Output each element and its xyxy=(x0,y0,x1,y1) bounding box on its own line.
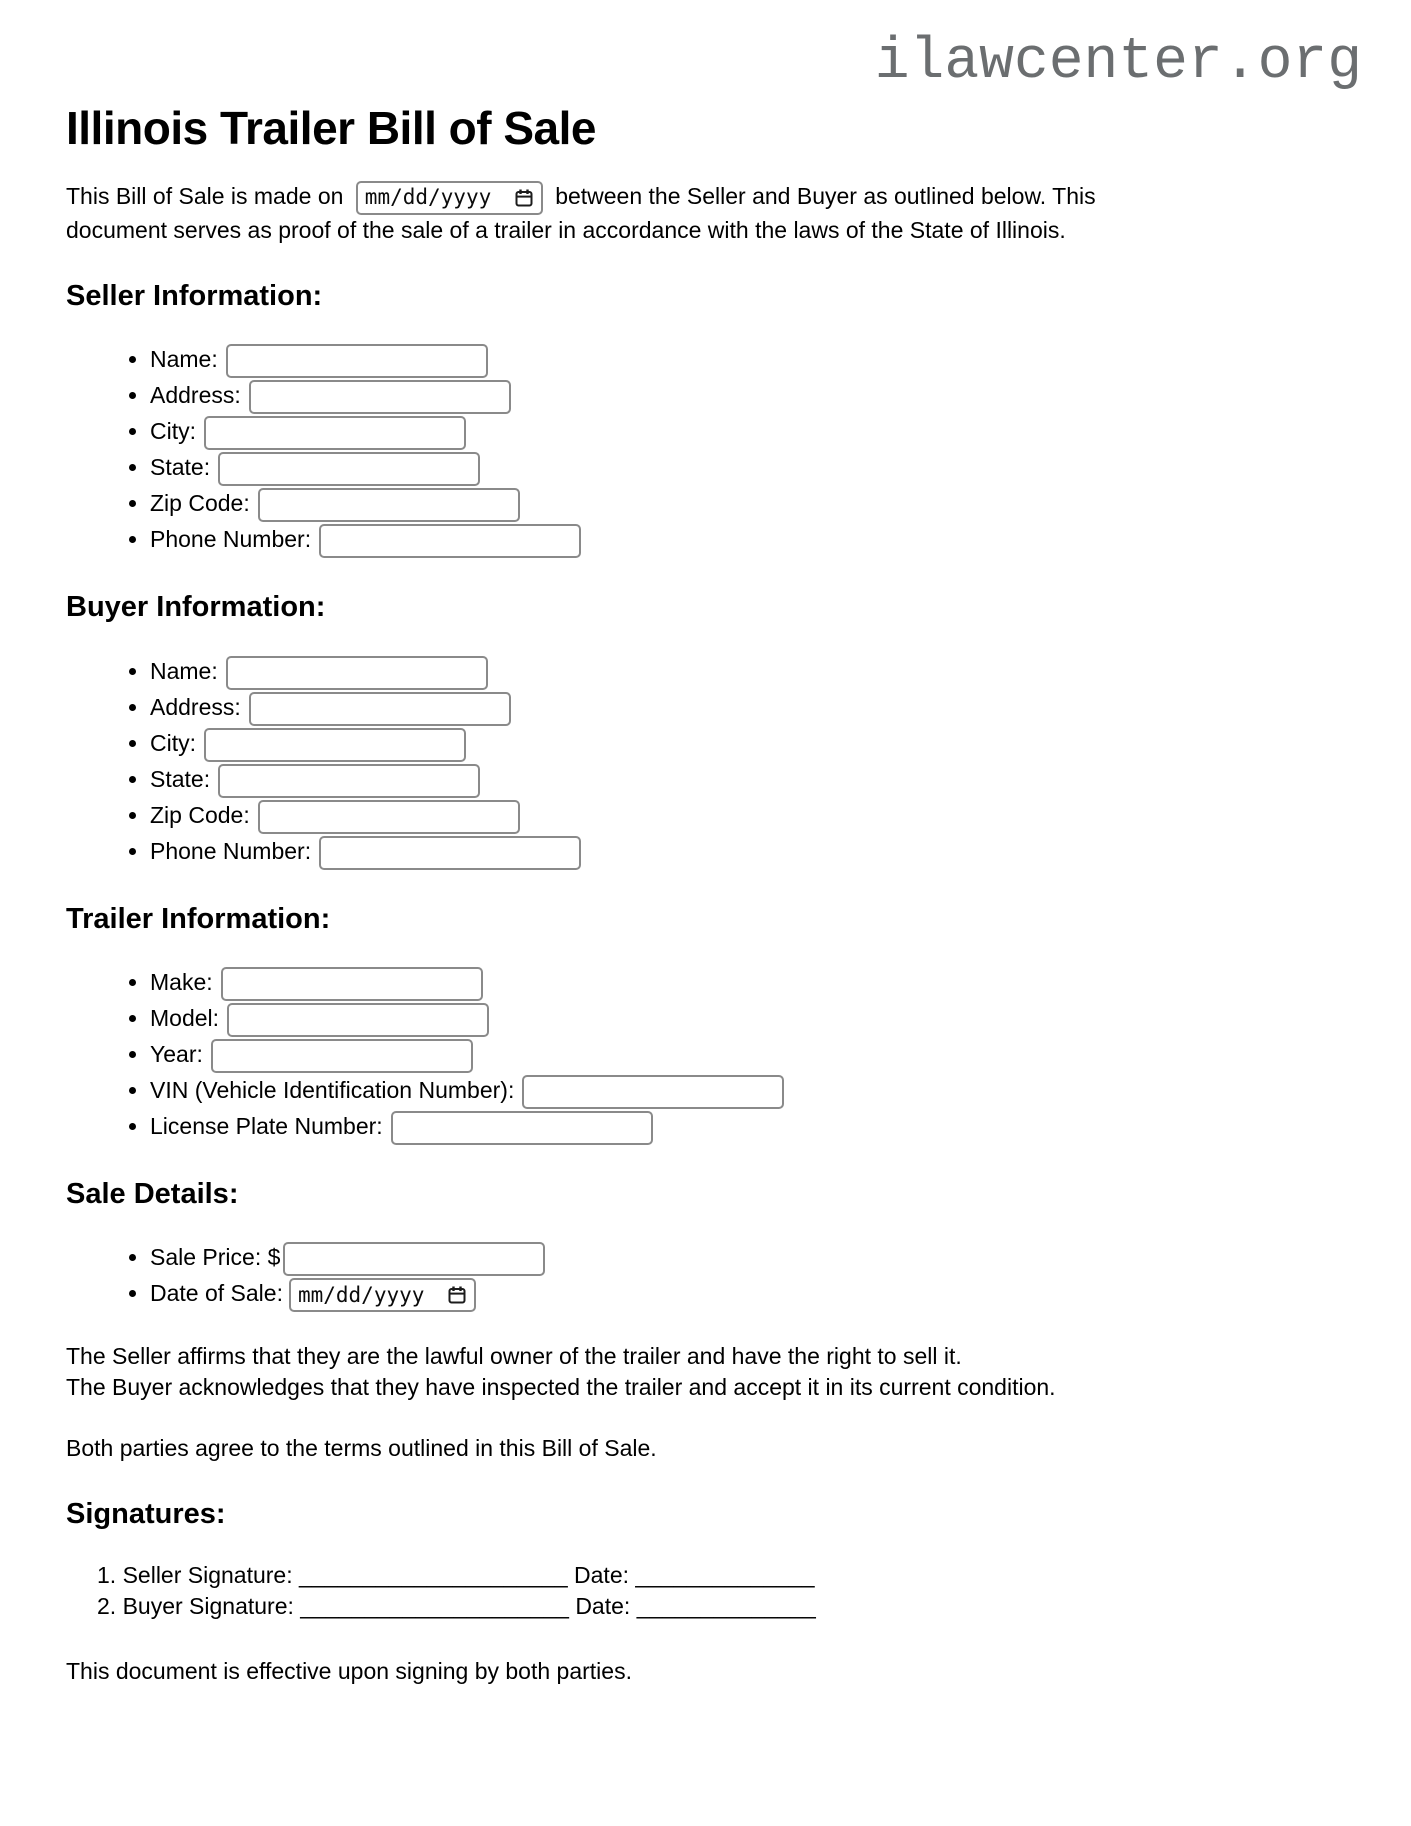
sale-date-input[interactable] xyxy=(289,1278,476,1312)
trailer-section-heading: Trailer Information: xyxy=(66,902,331,935)
buyer-state-input[interactable] xyxy=(218,764,480,798)
list-item xyxy=(150,725,1362,761)
buyer-signature-label: Buyer Signature: xyxy=(122,1592,294,1619)
signature-list xyxy=(66,1560,1362,1622)
affirmation-sentence-1: The Seller affirms that they are the lawful owner of the trailer and have the right to sell it. xyxy=(66,1343,962,1370)
list-item xyxy=(150,761,1362,797)
agreement-paragraph: Both parties agree to the terms outlined in this Bill of Sale. xyxy=(66,1435,657,1462)
list-item xyxy=(150,1072,1362,1108)
intro-text-after-date: between the Seller and Buyer as outlined below. This document serves as proof of the sale of a trailer in accordance with the laws of the State of Illinois. xyxy=(66,182,1096,243)
buyer-fields-list xyxy=(66,653,1362,869)
trailer-model-label: Model: xyxy=(150,1004,220,1031)
signature-row-number: 1. xyxy=(97,1561,117,1588)
seller-phone-input[interactable] xyxy=(319,524,581,558)
seller-date-line: ______________ xyxy=(635,1561,815,1588)
trailer-fields-list xyxy=(66,964,1362,1144)
buyer-zip-label: Zip Code: xyxy=(150,801,250,828)
buyer-date-label: Date: xyxy=(575,1592,631,1619)
seller-city-input[interactable] xyxy=(204,416,466,450)
seller-section-heading: Seller Information: xyxy=(66,279,323,312)
list-item xyxy=(150,964,1362,1000)
seller-zip-input[interactable] xyxy=(258,488,520,522)
site-logo: ilawcenter.org xyxy=(874,30,1362,95)
trailer-year-input[interactable] xyxy=(211,1039,473,1073)
effective-notice: This document is effective upon signing by both parties. xyxy=(66,1657,632,1684)
affirmation-sentence-2: The Buyer acknowledges that they have inspected the trailer and accept it in its current condition. xyxy=(66,1374,1056,1401)
buyer-signature-row xyxy=(66,1591,1362,1622)
buyer-state-label: State: xyxy=(150,765,211,792)
seller-state-label: State: xyxy=(150,454,211,481)
sale-price-label: Sale Price: $ xyxy=(150,1244,281,1271)
seller-address-label: Address: xyxy=(150,382,241,409)
buyer-address-input[interactable] xyxy=(249,692,511,726)
trailer-year-label: Year: xyxy=(150,1040,203,1067)
buyer-signature-line: _____________________ xyxy=(300,1592,569,1619)
calendar-icon[interactable] xyxy=(447,1285,467,1305)
seller-signature-row xyxy=(66,1560,1362,1591)
buyer-phone-input[interactable] xyxy=(319,836,581,870)
list-item xyxy=(150,341,1362,377)
buyer-date-line: ______________ xyxy=(636,1592,816,1619)
seller-name-input[interactable] xyxy=(226,344,488,378)
seller-fields-list xyxy=(66,341,1362,557)
buyer-section-heading: Buyer Information: xyxy=(66,591,326,624)
seller-signature-line: _____________________ xyxy=(299,1561,568,1588)
list-item xyxy=(150,413,1362,449)
trailer-make-input[interactable] xyxy=(221,967,483,1001)
trailer-plate-input[interactable] xyxy=(391,1111,653,1145)
list-item xyxy=(150,485,1362,521)
date-placeholder: mm/dd/yyyy xyxy=(364,185,492,210)
list-item xyxy=(150,521,1362,557)
list-item xyxy=(150,797,1362,833)
buyer-city-label: City: xyxy=(150,729,196,756)
seller-address-input[interactable] xyxy=(249,380,511,414)
sale-price-input[interactable] xyxy=(283,1242,545,1276)
seller-phone-label: Phone Number: xyxy=(150,526,312,553)
calendar-icon[interactable] xyxy=(514,188,534,208)
buyer-zip-input[interactable] xyxy=(258,800,520,834)
trailer-vin-input[interactable] xyxy=(522,1075,784,1109)
list-item xyxy=(150,1275,1362,1311)
buyer-name-label: Name: xyxy=(150,657,218,684)
intro-text-before-date: This Bill of Sale is made on xyxy=(66,182,344,209)
seller-date-label: Date: xyxy=(574,1561,630,1588)
affirmation-paragraph xyxy=(66,1341,1151,1403)
seller-zip-label: Zip Code: xyxy=(150,490,250,517)
list-item xyxy=(150,377,1362,413)
list-item xyxy=(150,833,1362,869)
signatures-section-heading: Signatures: xyxy=(66,1498,226,1531)
list-item xyxy=(150,1036,1362,1072)
list-item xyxy=(150,449,1362,485)
buyer-phone-label: Phone Number: xyxy=(150,837,312,864)
seller-signature-label: Seller Signature: xyxy=(122,1561,293,1588)
list-item xyxy=(150,1000,1362,1036)
buyer-name-input[interactable] xyxy=(226,656,488,690)
sale-section-heading: Sale Details: xyxy=(66,1177,239,1210)
list-item xyxy=(150,1108,1362,1144)
buyer-city-input[interactable] xyxy=(204,728,466,762)
sale-date-label: Date of Sale: xyxy=(150,1280,283,1307)
seller-city-label: City: xyxy=(150,418,196,445)
trailer-plate-label: License Plate Number: xyxy=(150,1112,383,1139)
intro-paragraph xyxy=(66,181,1151,246)
trailer-vin-label: VIN (Vehicle Identification Number): xyxy=(150,1076,515,1103)
list-item xyxy=(150,653,1362,689)
made-on-date-input[interactable] xyxy=(356,181,543,215)
trailer-model-input[interactable] xyxy=(227,1003,489,1037)
sale-fields-list xyxy=(66,1239,1362,1311)
list-item xyxy=(150,1239,1362,1275)
list-item xyxy=(150,689,1362,725)
buyer-address-label: Address: xyxy=(150,693,241,720)
signature-row-number: 2. xyxy=(97,1592,117,1619)
page-title: Illinois Trailer Bill of Sale xyxy=(66,102,596,154)
seller-name-label: Name: xyxy=(150,346,218,373)
trailer-make-label: Make: xyxy=(150,968,213,995)
date-placeholder: mm/dd/yyyy xyxy=(297,1283,425,1308)
seller-state-input[interactable] xyxy=(218,452,480,486)
